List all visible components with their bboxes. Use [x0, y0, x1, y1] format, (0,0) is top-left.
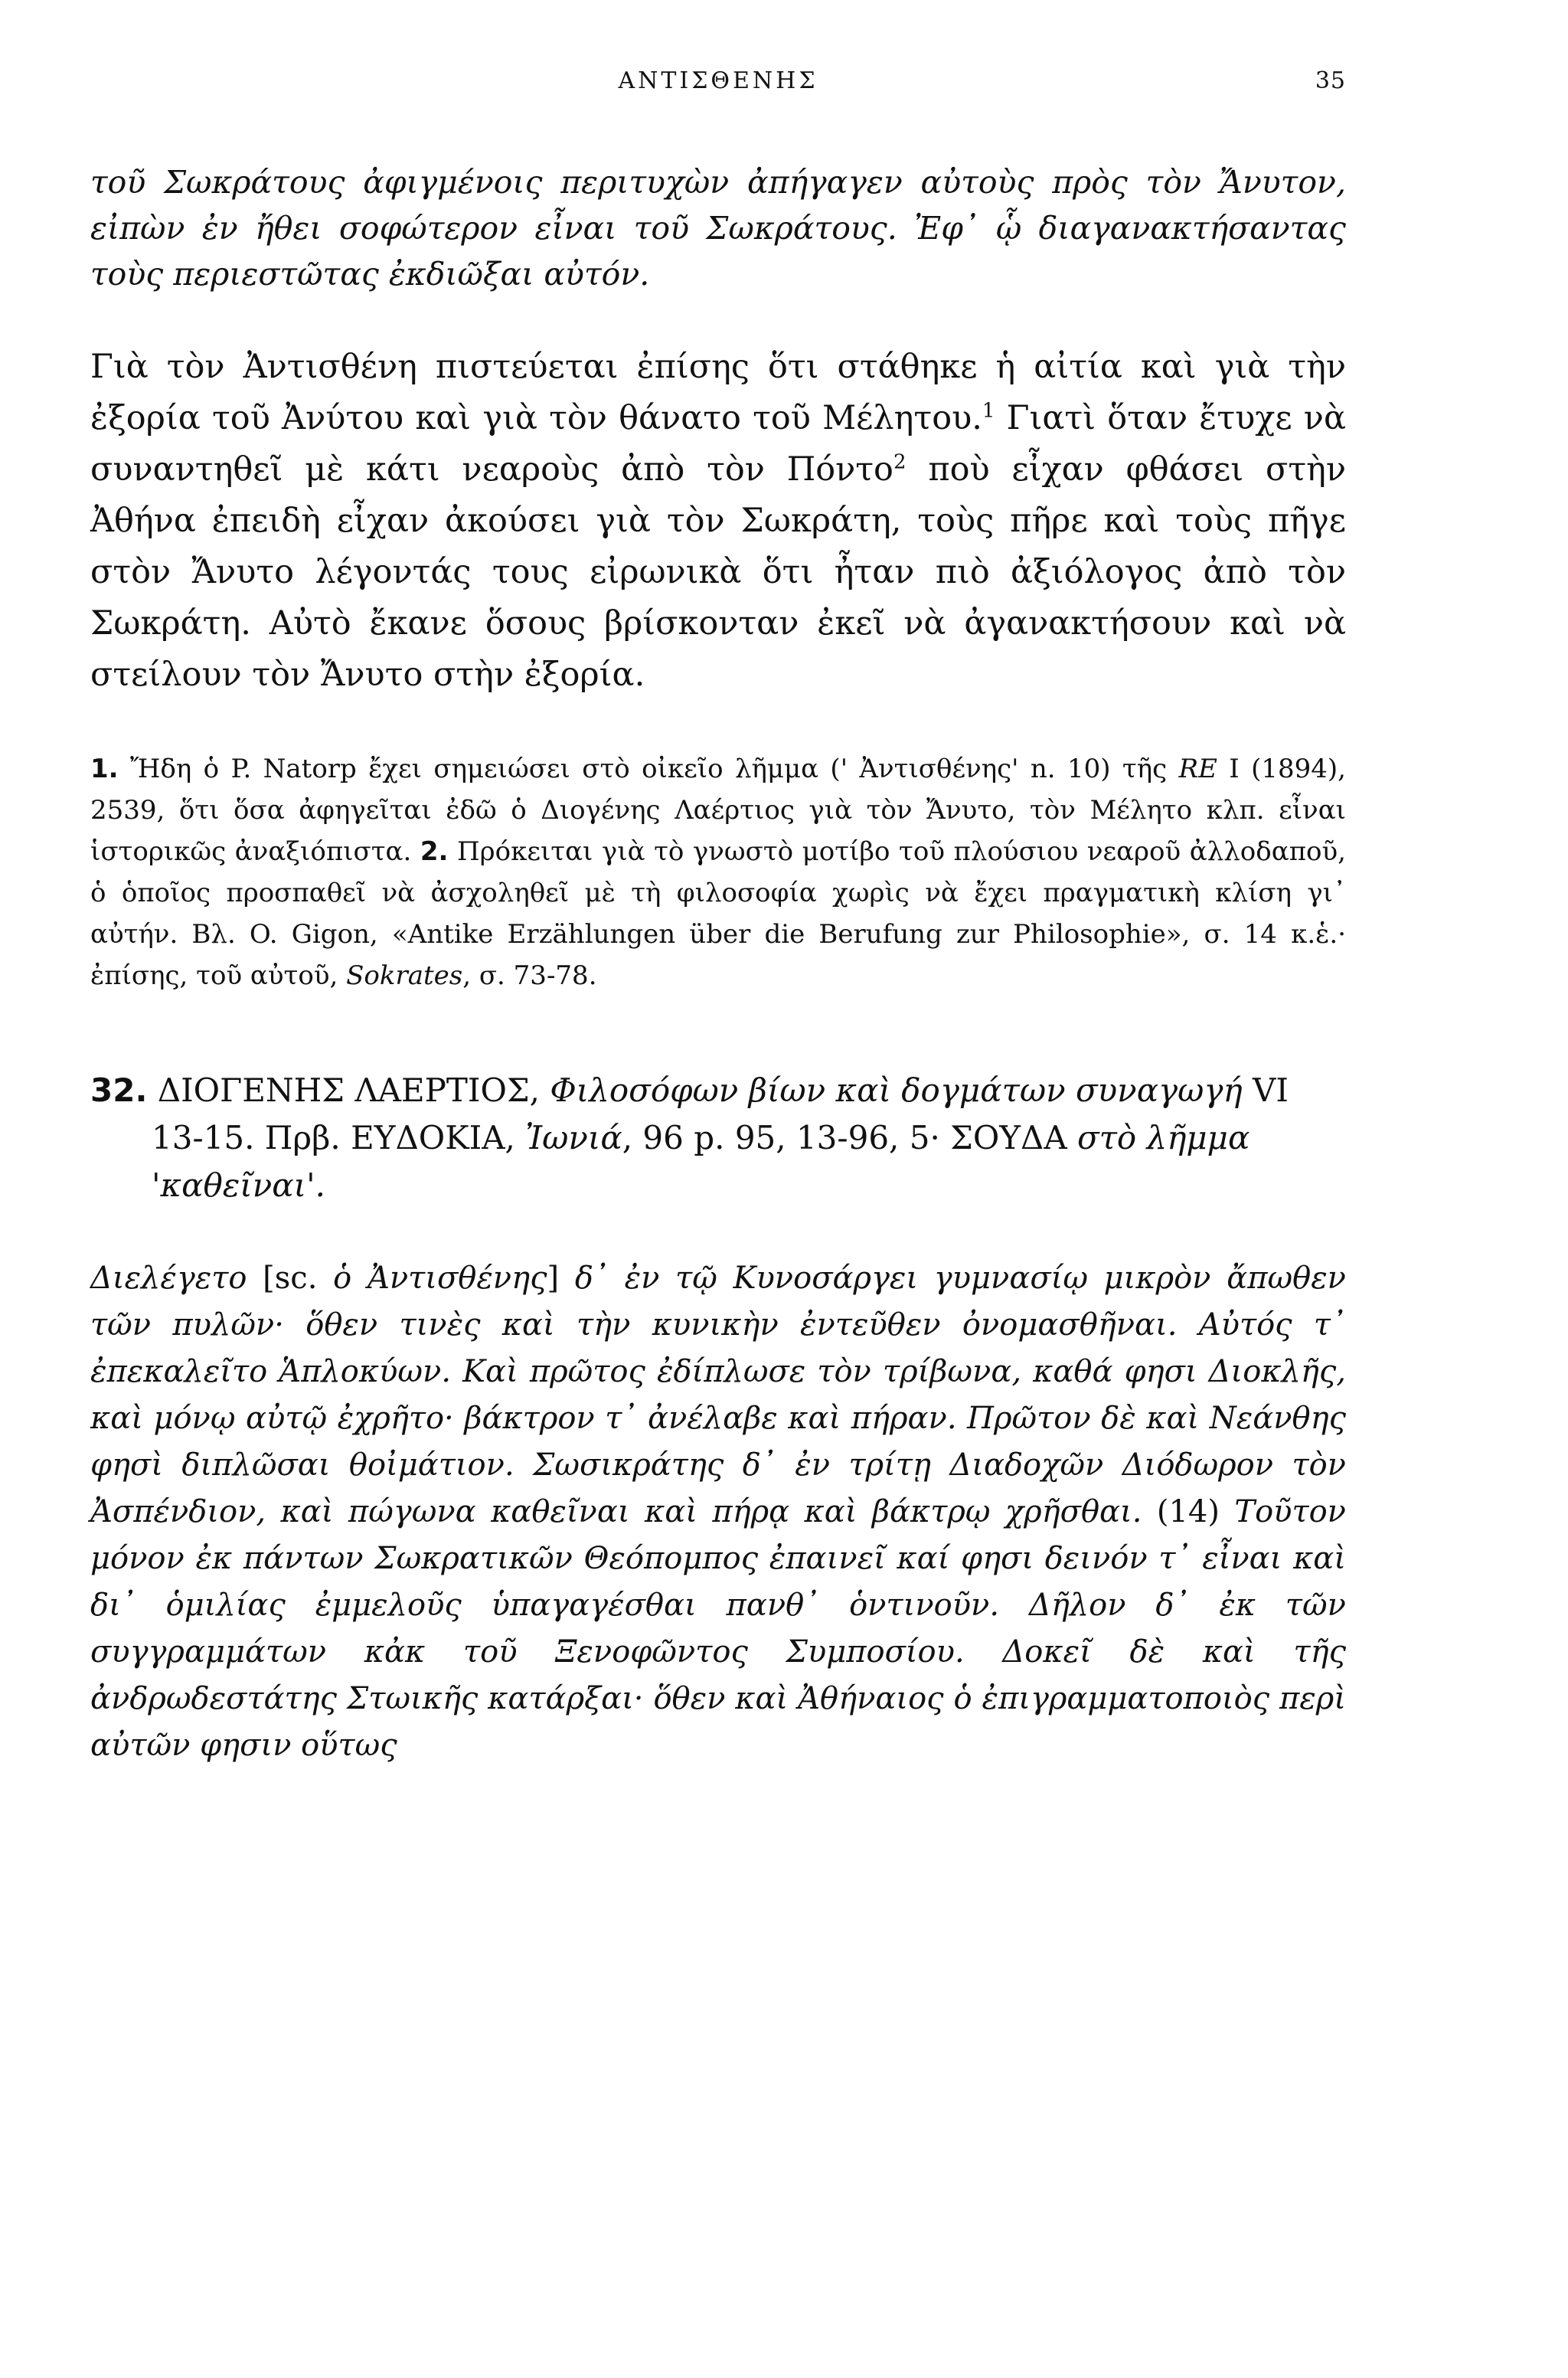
translation-part-3: ποὺ εἶχαν φθάσει στὴν Ἀθήνα ἐπειδὴ εἶχαν ἀκούσει γιὰ τὸν Σωκράτη, τοὺς πῆρε καὶ τοὺς πῆγε στὸν Ἄνυτο λέγοντάς τους εἰρωνικὰ ὅτι ἦταν πιὸ ἀξιόλογος ἀπὸ τὸν Σωκράτη. Αὐτὸ ἔκανε ὅσους βρίσκονταν ἐκεῖ νὰ ἀγανακτήσουν καὶ νὰ στείλουν τὸν Ἄνυτο στὴν ἐξορία.: [90, 450, 1347, 694]
ancient-greek-text: [90, 1255, 1346, 1769]
footnote-2-text-b: , σ. 73-78.: [462, 960, 597, 991]
modern-greek-translation: [90, 342, 1346, 701]
footnote-1-label: 1.: [90, 754, 119, 784]
entry-work-2: Ἰωνιά: [525, 1119, 622, 1156]
greek-text-b: ὁ Ἀντισθένης: [333, 1261, 547, 1296]
greek-text-a: Διελέγετο: [90, 1261, 263, 1296]
footnotes: [90, 748, 1346, 996]
running-head-title: ΑΝΤΙΣΘΕΝΗΣ: [618, 67, 818, 94]
greek-text-d: Τοῦτον μόνον ἐκ πάντων Σωκρατικῶν Θεόπομπος ἐπαινεῖ καί φησι δεινόν τ᾽ εἶναι καὶ δι᾽ ὁμιλίας ἐμμελοῦς ὑπαγαγέσθαι πανθ᾽ ὁντινοῦν. Δῆλον δ᾽ ἐκ τῶν συγγραμμάτων κἀκ τοῦ Ξενοφῶντος Συμποσίου. Δοκεῖ δὲ καὶ τῆς ἀνδρωδεστάτης Στωικῆς κατάρξαι· ὅθεν καὶ Ἀθήναιος ὁ ἐπιγραμματοποιὸς περὶ αὐτῶν φησιν οὕτως: [90, 1494, 1346, 1763]
footnote-2-label: 2.: [420, 836, 449, 867]
footnote-ref-2: 2: [893, 450, 906, 474]
footnote-2-title: Sokrates: [346, 960, 463, 991]
greek-text-c: δ᾽ ἐν τῷ Κυνοσάργει γυμνασίῳ μικρὸν ἄπωθεν τῶν πυλῶν· ὅθεν τινὲς καὶ τὴν κυνικὴν ἐντεῦθεν ὀνομασθῆναι. Αὐτός τ᾽ ἐπεκαλεῖτο Ἁπλοκύων. Καὶ πρῶτος ἐδίπλωσε τὸν τρίβωνα, καθά φησι Διοκλῆς, καὶ μόνῳ αὐτῷ ἐχρῆτο· βάκτρον τ᾽ ἀνέλαβε καὶ πήραν. Πρῶτον δὲ καὶ Νεάνθης φησὶ διπλῶσαι θοἰμάτιον. Σωσικράτης δ᾽ ἐν τρίτῃ Διαδοχῶν Διόδωρον τὸν Ἀσπένδιον, καὶ πώγωνα καθεῖναι καὶ πήρᾳ καὶ βάκτρῳ χρῆσθαι.: [90, 1261, 1346, 1529]
footnote-2-text-a: Πρόκειται γιὰ τὸ γνωστὸ μοτίβο τοῦ πλούσιου νεαροῦ ἀλλοδαποῦ, ὁ ὁποῖος προσπαθεῖ νὰ ἀσχοληθεῖ μὲ τὴ φιλοσοφία χωρὶς νὰ ἔχει πραγματικὴ κλίση γι᾽ αὐτήν. Βλ. O. Gigon, «Antike Erzählungen über die Berufung zur Philosophie», σ. 14 κ.ἑ.· ἐπίσης, τοῦ αὐτοῦ,: [90, 836, 1346, 991]
page-number: 35: [1315, 67, 1346, 94]
book-page: [90, 67, 1346, 1769]
footnote-1-text-a: Ἤδη ὁ P. Natorp ἔχει σημειώσει στὸ οἰκεῖο λῆμμα (' Ἀντισθένης' n. 10) τῆς: [118, 754, 1179, 784]
entry-author: ΔΙΟΓΕΝΗΣ ΛΑΕΡΤΙΟΣ,: [147, 1071, 550, 1109]
translation-part-2: Γιατὶ ὅταν ἔτυχε νὰ συναντηθεῖ μὲ κάτι νεαροὺς ἀπὸ τὸν Πόντο: [90, 399, 1346, 489]
entry-lemma-intro: στὸ λῆμμα: [1077, 1119, 1250, 1156]
greek-text-section-number: (14): [1156, 1494, 1220, 1529]
entry-ref-1: VI 13-15. Πρβ. ΕΥΔΟΚΙΑ,: [152, 1071, 1289, 1156]
greek-quote-continuation: τοῦ Σωκράτους ἀφιγμένοις περιτυχὼν ἀπήγαγεν αὐτοὺς πρὸς τὸν Ἄνυτον, εἰπὼν ἐν ἤθει σοφώτερον εἶναι τοῦ Σωκράτους. Ἐφ᾽ ᾧ διαγανακτήσαντας τοὺς περιεστῶτας ἐκδιῶξαι αὐτόν.: [90, 164, 1346, 293]
entry-heading: [90, 1067, 1346, 1209]
footnote-ref-1: 1: [982, 399, 995, 423]
entry-lemma: 'καθεῖναι'.: [152, 1166, 326, 1204]
greek-text-bracket: [sc.: [263, 1261, 334, 1296]
running-head: [90, 67, 1346, 113]
footnote-1-text-b: I (1894), 2539, ὅτι ὅσα ἀφηγεῖται ἐδῶ ὁ Διογένης Λαέρτιος γιὰ τὸν Ἄνυτο, τὸν Μέλητο κλπ. εἶναι ἱστορικῶς ἀναξιόπιστα.: [90, 754, 1346, 867]
entry-work: Φιλοσόφων βίων καὶ δογμάτων συναγωγή: [550, 1071, 1243, 1109]
footnote-1-re: RE: [1178, 754, 1217, 784]
entry-ref-2: , 96 p. 95, 13-96, 5· ΣΟΥΔΑ: [622, 1119, 1078, 1156]
greek-text-bracket-close: ]: [547, 1261, 560, 1296]
entry-number: 32.: [90, 1071, 148, 1109]
translation-part-1: Γιὰ τὸν Ἀντισθένη πιστεύεται ἐπίσης ὅτι στάθηκε ἡ αἰτία καὶ γιὰ τὴν ἐξορία τοῦ Ἀνύτου καὶ γιὰ τὸν θάνατο τοῦ Μέλητου.: [90, 348, 1346, 437]
